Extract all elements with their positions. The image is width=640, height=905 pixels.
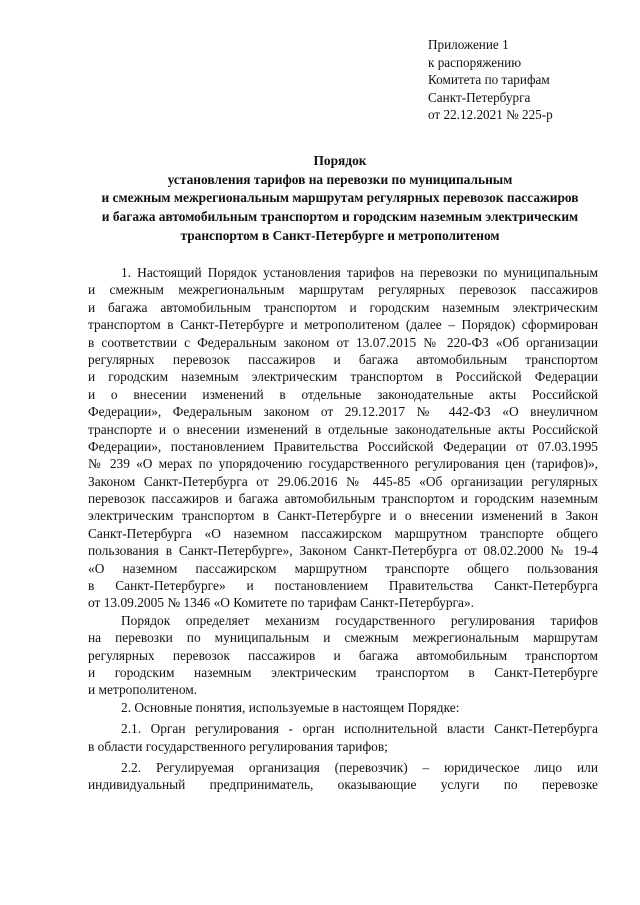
text-line: и о внесении изменений в отдельные законодательные акты Российской bbox=[88, 386, 598, 402]
text-line: и городским наземным электрическим транспортом в Санкт-Петербурге bbox=[88, 664, 598, 680]
text-line: в области государственного регулирования тарифов; bbox=[88, 738, 388, 754]
text-line: регулярных перевозок пассажиров и багажа автомобильным транспортом bbox=[88, 647, 598, 663]
title-line: установления тарифов на перевозки по муниципальным bbox=[167, 171, 513, 187]
document-title bbox=[60, 152, 620, 246]
title-line: и багажа автомобильным транспортом и городским наземным электрическим bbox=[101, 209, 579, 225]
paragraph-5 bbox=[88, 759, 598, 794]
text-line: и метрополитеном. bbox=[88, 682, 198, 698]
paragraph-2 bbox=[88, 612, 598, 699]
text-line: электрическим транспортом в Санкт-Петербурге и о внесении изменений в Закон bbox=[88, 508, 598, 524]
text-line: Порядок определяет механизм государственного регулирования тарифов bbox=[121, 612, 598, 628]
text-line: 2.2. Регулируемая организация (перевозчик) – юридическое лицо или bbox=[121, 759, 598, 775]
appendix-line: Комитета по тарифам bbox=[428, 72, 550, 87]
title-line: и смежным межрегиональным маршрутам регулярных перевозок пассажиров bbox=[101, 190, 579, 206]
text-line: пользования в Санкт-Петербурге», Законом Санкт-Петербурга от 08.02.2000 № 19-4 bbox=[88, 543, 598, 559]
text-line: № 239 «О мерах по упорядочению государственного регулирования цен (тарифов)», bbox=[88, 456, 598, 472]
text-line: и смежным межрегиональным маршрутам регулярных перевозок пассажиров bbox=[88, 282, 598, 298]
text-line: Законом Санкт-Петербурга от 29.06.2016 № 445-85 «Об организации регулярных bbox=[88, 473, 598, 489]
appendix-header bbox=[428, 36, 628, 124]
text-line: перевозок пассажиров и багажа автомобильным транспортом и городским наземным bbox=[88, 491, 598, 507]
paragraph-3 bbox=[88, 699, 598, 716]
appendix-line: к распоряжению bbox=[428, 54, 522, 70]
text-line: 1. Настоящий Порядок установления тарифов на перевозки по муниципальным bbox=[121, 265, 598, 280]
text-line: на перевозки по муниципальным и смежным межрегиональным маршрутам bbox=[88, 630, 598, 646]
paragraph-1 bbox=[88, 264, 598, 612]
text-line: транспорте и о внесении изменений в отдельные законодательные акты Российской bbox=[88, 421, 598, 437]
text-line: Федерации», Федеральным законом от 29.12.2017 № 442-ФЗ «О внеуличном bbox=[88, 404, 598, 420]
text-line: Санкт-Петербурга «О наземном пассажирском маршрутном транспорте общего bbox=[88, 525, 598, 541]
text-line: 2. Основные понятия, используемые в настоящем Порядке: bbox=[121, 699, 460, 715]
text-line: от 13.09.2005 № 1346 «О Комитете по тарифам Санкт-Петербурга». bbox=[88, 595, 474, 611]
appendix-line: Санкт-Петербурга bbox=[428, 89, 531, 105]
title-line: транспортом в Санкт-Петербурге и метрополитеном bbox=[180, 227, 500, 243]
text-line: 2.1. Орган регулирования - орган исполнительной власти Санкт-Петербурга bbox=[121, 721, 598, 737]
text-line: в Санкт-Петербурге» и постановлением Правительства Санкт-Петербурга bbox=[88, 578, 598, 594]
text-line: регулярных перевозок пассажиров и багажа автомобильным транспортом bbox=[88, 351, 598, 367]
text-line: индивидуальный предприниматель, оказывающие услуги по перевозке bbox=[88, 777, 598, 793]
appendix-line: Приложение 1 bbox=[428, 37, 509, 52]
appendix-line: от 22.12.2021 № 225-р bbox=[428, 107, 553, 122]
text-line: и городским наземным электрическим транспортом в Российской Федерации bbox=[88, 369, 598, 385]
paragraph-4 bbox=[88, 720, 598, 755]
text-line: в соответствии с Федеральным законом от 13.07.2015 № 220-ФЗ «Об организации bbox=[88, 334, 598, 350]
text-line: Федерации», постановлением Правительства Российской Федерации от 07.03.1995 bbox=[88, 438, 598, 454]
text-line: «О наземном пассажирском маршрутном транспорте общего пользования bbox=[88, 560, 598, 576]
document-body bbox=[88, 264, 598, 794]
text-line: транспортом в Санкт-Петербурге и метрополитеном (далее – Порядок) сформирован bbox=[88, 317, 598, 333]
text-line: и багажа автомобильным транспортом и городским наземным электрическим bbox=[88, 299, 598, 315]
title-line: Порядок bbox=[313, 153, 367, 168]
